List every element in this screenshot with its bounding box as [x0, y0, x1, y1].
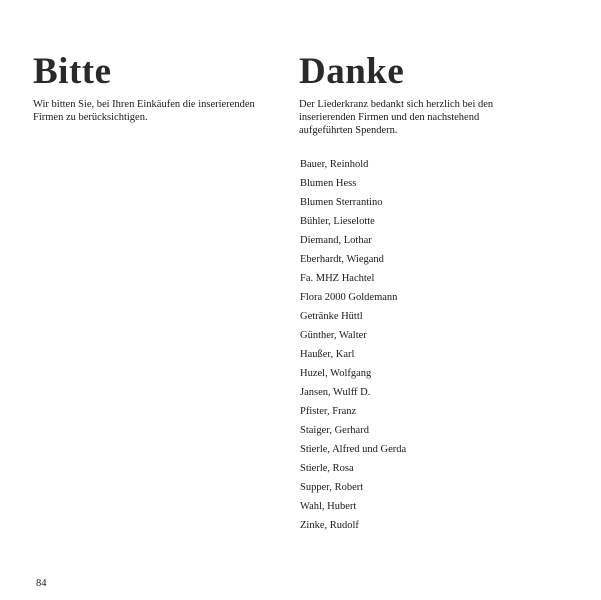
donor-item: Getränke Hüttl: [300, 311, 363, 322]
bitte-text: Wir bitten Sie, bei Ihren Einkäufen die inserierenden Firmen zu berücksichtigen.: [33, 99, 255, 123]
donor-item: Diemand, Lothar: [300, 235, 372, 246]
page-number: 84: [36, 578, 47, 589]
donor-item: Blumen Sterrantino: [300, 197, 383, 208]
donor-item: Jansen, Wulff D.: [300, 387, 371, 398]
donor-item: Flora 2000 Goldemann: [300, 292, 398, 303]
donor-item: Supper, Robert: [300, 482, 364, 493]
donor-item: Pfister, Franz: [300, 406, 357, 417]
donor-item: Blumen Hess: [300, 178, 357, 189]
donor-item: Stierle, Rosa: [300, 463, 354, 474]
donor-item: Zinke, Rudolf: [300, 520, 359, 531]
donor-item: Huzel, Wolfgang: [300, 368, 372, 379]
danke-text: Der Liederkranz bedankt sich herzlich bei den inserierenden Firmen und den nachstehend aufgeführten Spendern.: [299, 99, 494, 136]
donor-item: Bühler, Lieselotte: [300, 216, 375, 227]
donor-item: Wahl, Hubert: [300, 501, 357, 512]
donor-item: Staiger, Gerhard: [300, 425, 369, 436]
donor-item: Günther, Walter: [300, 330, 367, 341]
donor-item: Fa. MHZ Hachtel: [300, 273, 375, 284]
donor-item: Bauer, Reinhold: [300, 159, 369, 170]
donor-item: Haußer, Karl: [300, 349, 355, 360]
donor-list: [300, 155, 406, 535]
danke-heading: Danke: [299, 51, 405, 92]
donor-item: Eberhardt, Wiegand: [300, 254, 384, 265]
donor-item: Stierle, Alfred und Gerda: [300, 444, 407, 455]
bitte-heading: Bitte: [33, 51, 112, 92]
